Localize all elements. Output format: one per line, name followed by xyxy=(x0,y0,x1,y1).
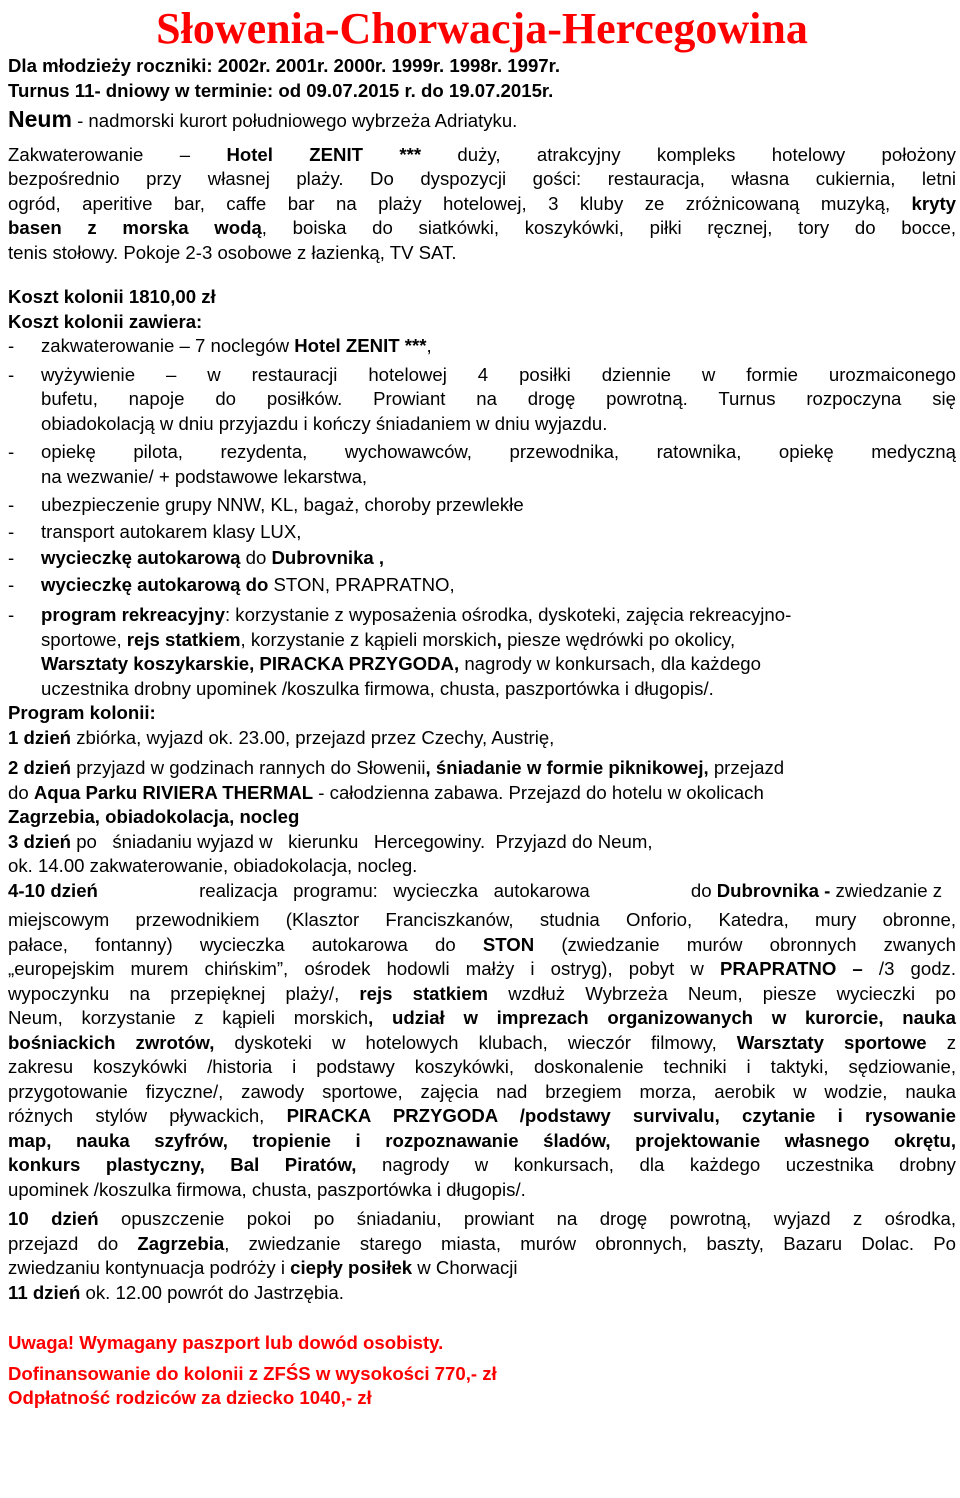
list-item xyxy=(8,603,956,628)
day-4-10-continued: zakresu koszykówki /historia i podstawy koszykówki, doskonalenie techniki i taktyki, sędziowanie, xyxy=(8,1056,956,1077)
hotel-line-3 xyxy=(8,192,956,217)
day-text: po śniadaniu wyjazd w kierunku Hercegowiny. Przyjazd do Neum, xyxy=(71,830,653,852)
day-text: nagrody w konkursach, dla każdego uczestnika drobny xyxy=(356,1154,956,1175)
list-text: transport autokarem klasy LUX, xyxy=(41,520,302,542)
hotel-paragraph xyxy=(8,143,956,266)
list-item xyxy=(8,546,956,571)
day-4-10-continued: upominek /koszulka firmowa, chusta, paszportówka i długopis/. xyxy=(8,1178,526,1200)
neum-name: Neum xyxy=(8,106,72,132)
hotel-text: duży, atrakcyjny kompleks hotelowy położony xyxy=(421,143,956,165)
day-text-bold: Dubrovnika - xyxy=(716,879,831,901)
day-4-10-continued xyxy=(8,933,956,958)
day-text-bold: PIRACKA PRZYGODA /podstawy survivalu, czytanie i rysowanie xyxy=(286,1105,956,1126)
hotel-text: , boiska do siatkówki, koszykówki, piłki ręcznej, tory do bocce, xyxy=(261,217,957,238)
day-text: (zwiedzanie murów obronnych zwanych xyxy=(534,933,956,955)
list-text: zakwaterowanie – 7 noclegów xyxy=(41,335,295,356)
day-10-continued xyxy=(8,1256,956,1281)
day-text: w Chorwacji xyxy=(412,1257,518,1278)
day-text-bold: bośniackich zwrotów, xyxy=(8,1031,215,1053)
document-title: Słowenia-Chorwacja-Hercegowina xyxy=(156,4,808,53)
day-4-10-continued: przygotowanie fizyczne/, zawody sportowe, zajęcia nad brzegiem morza, aerobik w wodzie, nauka xyxy=(8,1080,956,1102)
neum-line xyxy=(8,107,956,134)
day-4-10-continued: map, nauka szyfrów, tropienie i rozpoznawanie śladów, projektowanie własnego okrętu, xyxy=(8,1129,956,1151)
list-item-continued xyxy=(8,628,956,653)
day-text: ok. 12.00 powrót do Jastrzębia. xyxy=(80,1281,344,1303)
day-text: różnych stylów pływackich, xyxy=(8,1105,287,1126)
day-label: 11 dzień xyxy=(8,1281,81,1303)
list-dash: - xyxy=(8,547,15,568)
list-text: , korzystanie z kąpieli morskich xyxy=(240,628,497,650)
day-text: Neum, korzystanie z kąpieli morskich xyxy=(8,1007,369,1028)
day-label: 4-10 dzień xyxy=(8,879,98,901)
day-4-10 xyxy=(8,879,956,904)
cost-price: Koszt kolonii 1810,00 zł xyxy=(8,286,216,307)
list-dash: - xyxy=(8,441,15,462)
list-item xyxy=(8,520,956,545)
parents-payment-note: Odpłatność rodziców za dziecko 1040,- zł xyxy=(8,1387,372,1408)
list-text: opiekę pilota, rezydenta, wychowawców, przewodnika, ratownika, opiekę medyczną xyxy=(41,441,956,462)
funding-note: Dofinansowanie do kolonii z ZFŚS w wysokości 770,- zł xyxy=(8,1362,497,1384)
day-text: „europejskim murem chińskim”, ośrodek hodowli małży i ostryg), pobyt w xyxy=(8,958,720,979)
document-page xyxy=(0,6,960,1498)
day-text: zbiórka, wyjazd ok. 23.00, przejazd przez Czechy, Austrię, xyxy=(71,726,555,748)
list-item xyxy=(8,334,956,359)
hotel-line-1 xyxy=(8,143,956,168)
day-text: przejazd do xyxy=(8,1232,138,1254)
day-4-10-continued: miejscowym przewodnikiem (Klasztor Franciszkanów, studnia Onforio, Katedra, mury obronne, xyxy=(8,909,956,930)
day-3 xyxy=(8,830,956,855)
list-text: nagrody w konkursach, dla każdego xyxy=(459,653,761,674)
list-text-bold: Dubrovnika , xyxy=(271,547,385,568)
list-text: do xyxy=(240,547,272,568)
hotel-text: Zakwaterowanie – xyxy=(8,143,227,165)
day-text-bold: , śniadanie w formie piknikowej, xyxy=(425,757,709,778)
list-dash: - xyxy=(8,494,15,515)
day-3-continued: ok. 14.00 zakwaterowanie, obiadokolacja, nocleg. xyxy=(8,855,418,876)
day-label: 3 dzień xyxy=(8,830,72,852)
day-text: zwiedzanie z xyxy=(830,879,942,901)
list-item-continued: obiadokolacją w dniu przyjazdu i kończy śniadaniem w dniu wyjazdu. xyxy=(41,412,608,434)
program-heading: Program kolonii: xyxy=(8,702,156,723)
included-list xyxy=(8,334,956,701)
day-text: , zwiedzanie starego miasta, murów obronnych, baszty, Bazaru Dolac. Po xyxy=(224,1232,956,1254)
day-4-10-continued xyxy=(8,1031,956,1056)
day-text: /3 godz. xyxy=(862,958,957,979)
day-text: realizacja programu: wycieczka autokarowa xyxy=(199,879,590,901)
day-text-bold: Warsztaty sportowe xyxy=(736,1031,927,1053)
day-1 xyxy=(8,726,956,751)
list-text: bufetu, napoje do posiłków. Prowiant na drogę powrotną. Turnus rozpoczyna się xyxy=(41,388,956,409)
list-text-bold: PIRACKA PRZYGODA, xyxy=(254,653,460,674)
list-item-continued xyxy=(8,387,956,412)
list-dash: - xyxy=(8,335,15,356)
day-text-bold: Aqua Parku RIVIERA THERMAL xyxy=(33,781,314,803)
day-text: pałace, fontanny) wycieczka autokarowa do xyxy=(8,933,483,955)
hotel-pool-bold: kryty xyxy=(911,192,956,214)
day-text: do xyxy=(690,879,717,901)
list-text-bold: rejs statkiem xyxy=(126,628,241,650)
turnus-dates-line: Turnus 11- dniowy w terminie: od 09.07.2015 r. do 19.07.2015r. xyxy=(8,79,554,101)
day-text: do xyxy=(8,781,34,803)
hotel-line-4 xyxy=(8,216,956,241)
list-item xyxy=(8,493,956,518)
day-text: wzdłuż Wybrzeża Neum, piesze wycieczki po xyxy=(488,982,956,1004)
hotel-line-5: tenis stołowy. Pokoje 2-3 osobowe z łazienką, TV SAT. xyxy=(8,241,457,263)
day-4-10-continued xyxy=(8,957,956,982)
program-list xyxy=(8,726,956,1306)
hotel-text: ogród, aperitive bar, caffe bar na plaży hotelowej, 3 kluby ze zróżnicowaną muzyką, xyxy=(8,192,912,214)
day-text: zwiedzaniu kontynuacja podróży i xyxy=(8,1257,291,1278)
list-text-bold: , xyxy=(496,628,502,650)
list-text: : korzystanie z wyposażenia ośrodka, dyskoteki, zajęcia rekreacyjno- xyxy=(224,604,792,625)
day-10-continued xyxy=(8,1232,956,1257)
list-item xyxy=(8,363,956,388)
list-text-bold: program rekreacyjny xyxy=(41,604,225,625)
day-text-bold: rejs statkiem xyxy=(359,982,489,1004)
hotel-name: Hotel ZENIT *** xyxy=(294,335,427,356)
neum-description: - nadmorski kurort południowego wybrzeża Adriatyku. xyxy=(71,110,518,131)
list-item xyxy=(8,440,956,465)
day-4-10-continued xyxy=(8,1104,956,1129)
list-item-continued xyxy=(8,652,956,677)
day-10 xyxy=(8,1207,956,1232)
list-text: piesze wędrówki po okolicy, xyxy=(501,628,736,650)
day-text-bold: PRAPRATNO – xyxy=(719,958,863,979)
list-item-continued: na wezwanie/ + podstawowe lekarstwa, xyxy=(41,465,368,487)
day-text: - całodzienna zabawa. Przejazd do hotelu w okolicach xyxy=(313,781,764,803)
day-4-10-continued xyxy=(8,1153,956,1178)
list-text: STON, PRAPRATNO, xyxy=(268,573,455,595)
day-4-10-continued xyxy=(8,982,956,1007)
list-dash: - xyxy=(8,520,15,542)
day-text-bold: STON xyxy=(482,933,535,955)
day-text: przyjazd w godzinach rannych do Słowenii xyxy=(71,757,426,778)
document-warning: Uwaga! Wymagany paszport lub dowód osobisty. xyxy=(8,1332,444,1353)
hotel-name: Hotel ZENIT *** xyxy=(226,143,422,165)
day-4-10-continued xyxy=(8,1006,956,1031)
day-text: dyskoteki w hotelowych klubach, wieczór filmowy, xyxy=(214,1031,737,1053)
list-text: ubezpieczenie grupy NNW, KL, bagaż, choroby przewlekłe xyxy=(41,494,524,515)
list-text-bold: wycieczkę autokarową xyxy=(41,547,241,568)
day-label: 1 dzień xyxy=(8,726,72,748)
hotel-line-2: bezpośrednio przy własnej plaży. Do dyspozycji gości: restauracja, własna cukiernia, letni xyxy=(8,168,956,189)
list-dash: - xyxy=(8,573,15,595)
list-dash: - xyxy=(8,363,15,385)
list-text-bold: wycieczkę autokarową do xyxy=(41,573,269,595)
day-text-bold: , udział w imprezach organizowanych w kurorcie, nauka xyxy=(368,1007,956,1028)
day-2-continued xyxy=(8,781,956,806)
day-text: opuszczenie pokoi po śniadaniu, prowiant na drogę powrotną, wyjazd z ośrodka, xyxy=(98,1208,957,1229)
day-label: 2 dzień xyxy=(8,757,72,778)
day-text-bold: ciepły posiłek xyxy=(290,1257,413,1278)
day-text: przejazd xyxy=(708,757,785,778)
day-label: 10 dzień xyxy=(8,1208,99,1229)
day-2-continued: Zagrzebia, obiadokolacja, nocleg xyxy=(8,806,300,827)
list-text: wyżywienie – w restauracji hotelowej 4 posiłki dziennie w formie urozmaiconego xyxy=(41,363,956,385)
day-text: z xyxy=(926,1031,957,1053)
day-text-bold: Zagrzebia xyxy=(137,1232,225,1254)
list-text: sportowe, xyxy=(41,628,127,650)
list-item xyxy=(8,573,956,598)
cost-includes-heading: Koszt kolonii zawiera: xyxy=(8,310,203,332)
list-item-continued: uczestnika drobny upominek /koszulka firmowa, chusta, paszportówka i długopis/. xyxy=(41,677,714,699)
age-groups-line: Dla młodzieży roczniki: 2002r. 2001r. 2000r. 1999r. 1998r. 1997r. xyxy=(8,55,561,76)
day-text: wypoczynku na przepięknej plaży/, xyxy=(8,982,360,1004)
list-text-bold: Warsztaty koszykarskie, xyxy=(41,653,255,674)
list-text: , xyxy=(426,335,432,356)
day-11 xyxy=(8,1281,956,1306)
day-text-bold: konkurs plastyczny, Bal Piratów, xyxy=(8,1154,357,1175)
hotel-pool-bold: basen z morska wodą xyxy=(8,217,262,238)
day-2 xyxy=(8,756,956,781)
list-dash: - xyxy=(8,604,15,625)
